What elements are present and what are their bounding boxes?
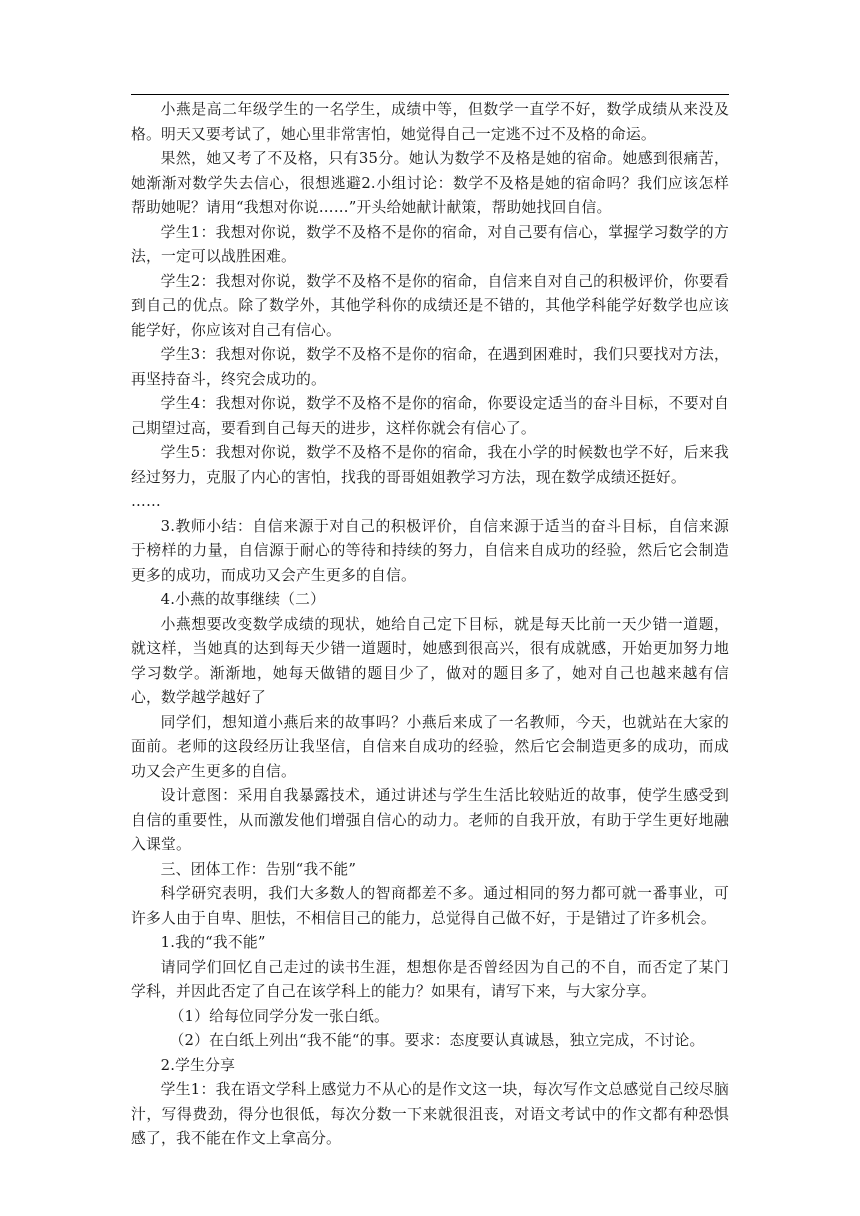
paragraph: 学生4：我想对你说，数学不及格不是你的宿命，你要设定适当的奋斗目标，不要对自己期望过高，要看到自己每天的进步，这样你就会有信心了。: [131, 395, 729, 437]
ellipsis-line: ……: [131, 493, 161, 510]
paragraph: 科学研究表明，我们大多数人的智商都差不多。通过相同的努力都可就一番事业，可许多人由于自卑、胆怯，不相信目己的能力，总觉得自己做不好，于是错过了许多机会。: [131, 885, 729, 927]
paragraph: 学生2：我想对你说，数学不及格不是你的宿命，自信来自对自己的积极评价，你要看到自己的优点。除了数学外，其他学科你的成绩还是不错的，其他学科能学好数学也应该能学好，你应该对自己有信心。: [131, 272, 729, 339]
paragraph: 设计意图：采用自我暴露技术，通过讲述与学生生活比较贴近的故事，使学生感受到自信的重要性，从而激发他们增强自信心的动力。老师的自我开放，有助于学生更好地融入课堂。: [131, 787, 729, 853]
paragraph: 学生3：我想对你说，数学不及格不是你的宿命，在遇到困难时，我们只要找对方法，再坚持奋斗，终究会成功的。: [131, 346, 729, 388]
document-body: [131, 98, 729, 1152]
list-item: （1）给每位同学分发一张白纸。: [169, 1007, 390, 1025]
paragraph: 果然，她又考了不及格，只有35分。她认为数学不及格是她的宿命。她感到很痛苦，她渐渐对数学失去信心，很想逃避2.小组讨论：数学不及格是她的宿命吗？我们应该怎样帮助她呢？请用“我想对你说……”开头给她献计献策，帮助她找回自信。: [131, 150, 729, 216]
section-heading: 1.我的“我不能”: [160, 934, 266, 951]
paragraph: 3.教师小结：自信来源于对自己的积极评价，自信来源于适当的奋斗目标，自信来源于榜样的力量，自信源于耐心的等待和持续的努力，自信来自成功的经验，然后它会制造更多的成功，而成功又会产生更多的自信。: [131, 517, 729, 584]
list-item: （2）在白纸上列出“我不能“的事。要求：态度要认真诚恳，独立完成，不讨论。: [169, 1032, 705, 1049]
section-heading: 三、团体工作：告别“我不能”: [160, 860, 357, 878]
section-heading: 2.学生分享: [160, 1056, 236, 1074]
paragraph: 同学们，想知道小燕后来的故事吗？小燕后来成了一名教师，今天，也就站在大家的面前。老师的这段经历让我坚信，自信来自成功的经验，然后它会制造更多的成功，而成功又会产生更多的自信。: [131, 713, 729, 780]
paragraph: 请同学们回忆自己走过的读书生涯，想想你是否曾经因为自己的不自，而否定了某门学科，并因此否定了自己在该学科上的能力？如果有，请写下来，与大家分享。: [131, 958, 729, 1000]
header-rule: [131, 94, 729, 95]
paragraph: 小燕是高二年级学生的一名学生，成绩中等，但数学一直学不好，数学成绩从来没及格。明天又要考试了，她心里非常害怕，她觉得自己一定逃不过不及格的命运。: [131, 101, 729, 143]
paragraph: 学生1：我想对你说，数学不及格不是你的宿命，对自己要有信心，掌握学习数学的方法，一定可以战胜困难。: [131, 223, 729, 265]
section-heading: 4.小燕的故事继续（二）: [160, 591, 326, 608]
paragraph: 学生1：我在语文学科上感觉力不从心的是作文这一块，每次写作文总感觉自己绞尽脑汁，写得费劲，得分也很低，每次分数一下来就很沮丧，对语文考试中的作文都有种恐惧感了，我不能在作文上拿高分。: [131, 1081, 729, 1147]
paragraph: 学生5：我想对你说，数学不及格不是你的宿命，我在小学的时候数也学不好，后来我经过努力，克服了内心的害怕，找我的哥哥姐姐教学习方法，现在数学成绩还挺好。: [131, 444, 729, 486]
paragraph: 小燕想要改变数学成绩的现状，她给自己定下目标，就是每天比前一天少错一道题，就这样，当她真的达到每天少错一道题时，她感到很高兴，很有成就感，开始更加努力地学习数学。渐渐地，她每天做错的题目少了，做对的题目多了，她对自己也越来越有信心，数学越学越好了: [131, 615, 729, 706]
